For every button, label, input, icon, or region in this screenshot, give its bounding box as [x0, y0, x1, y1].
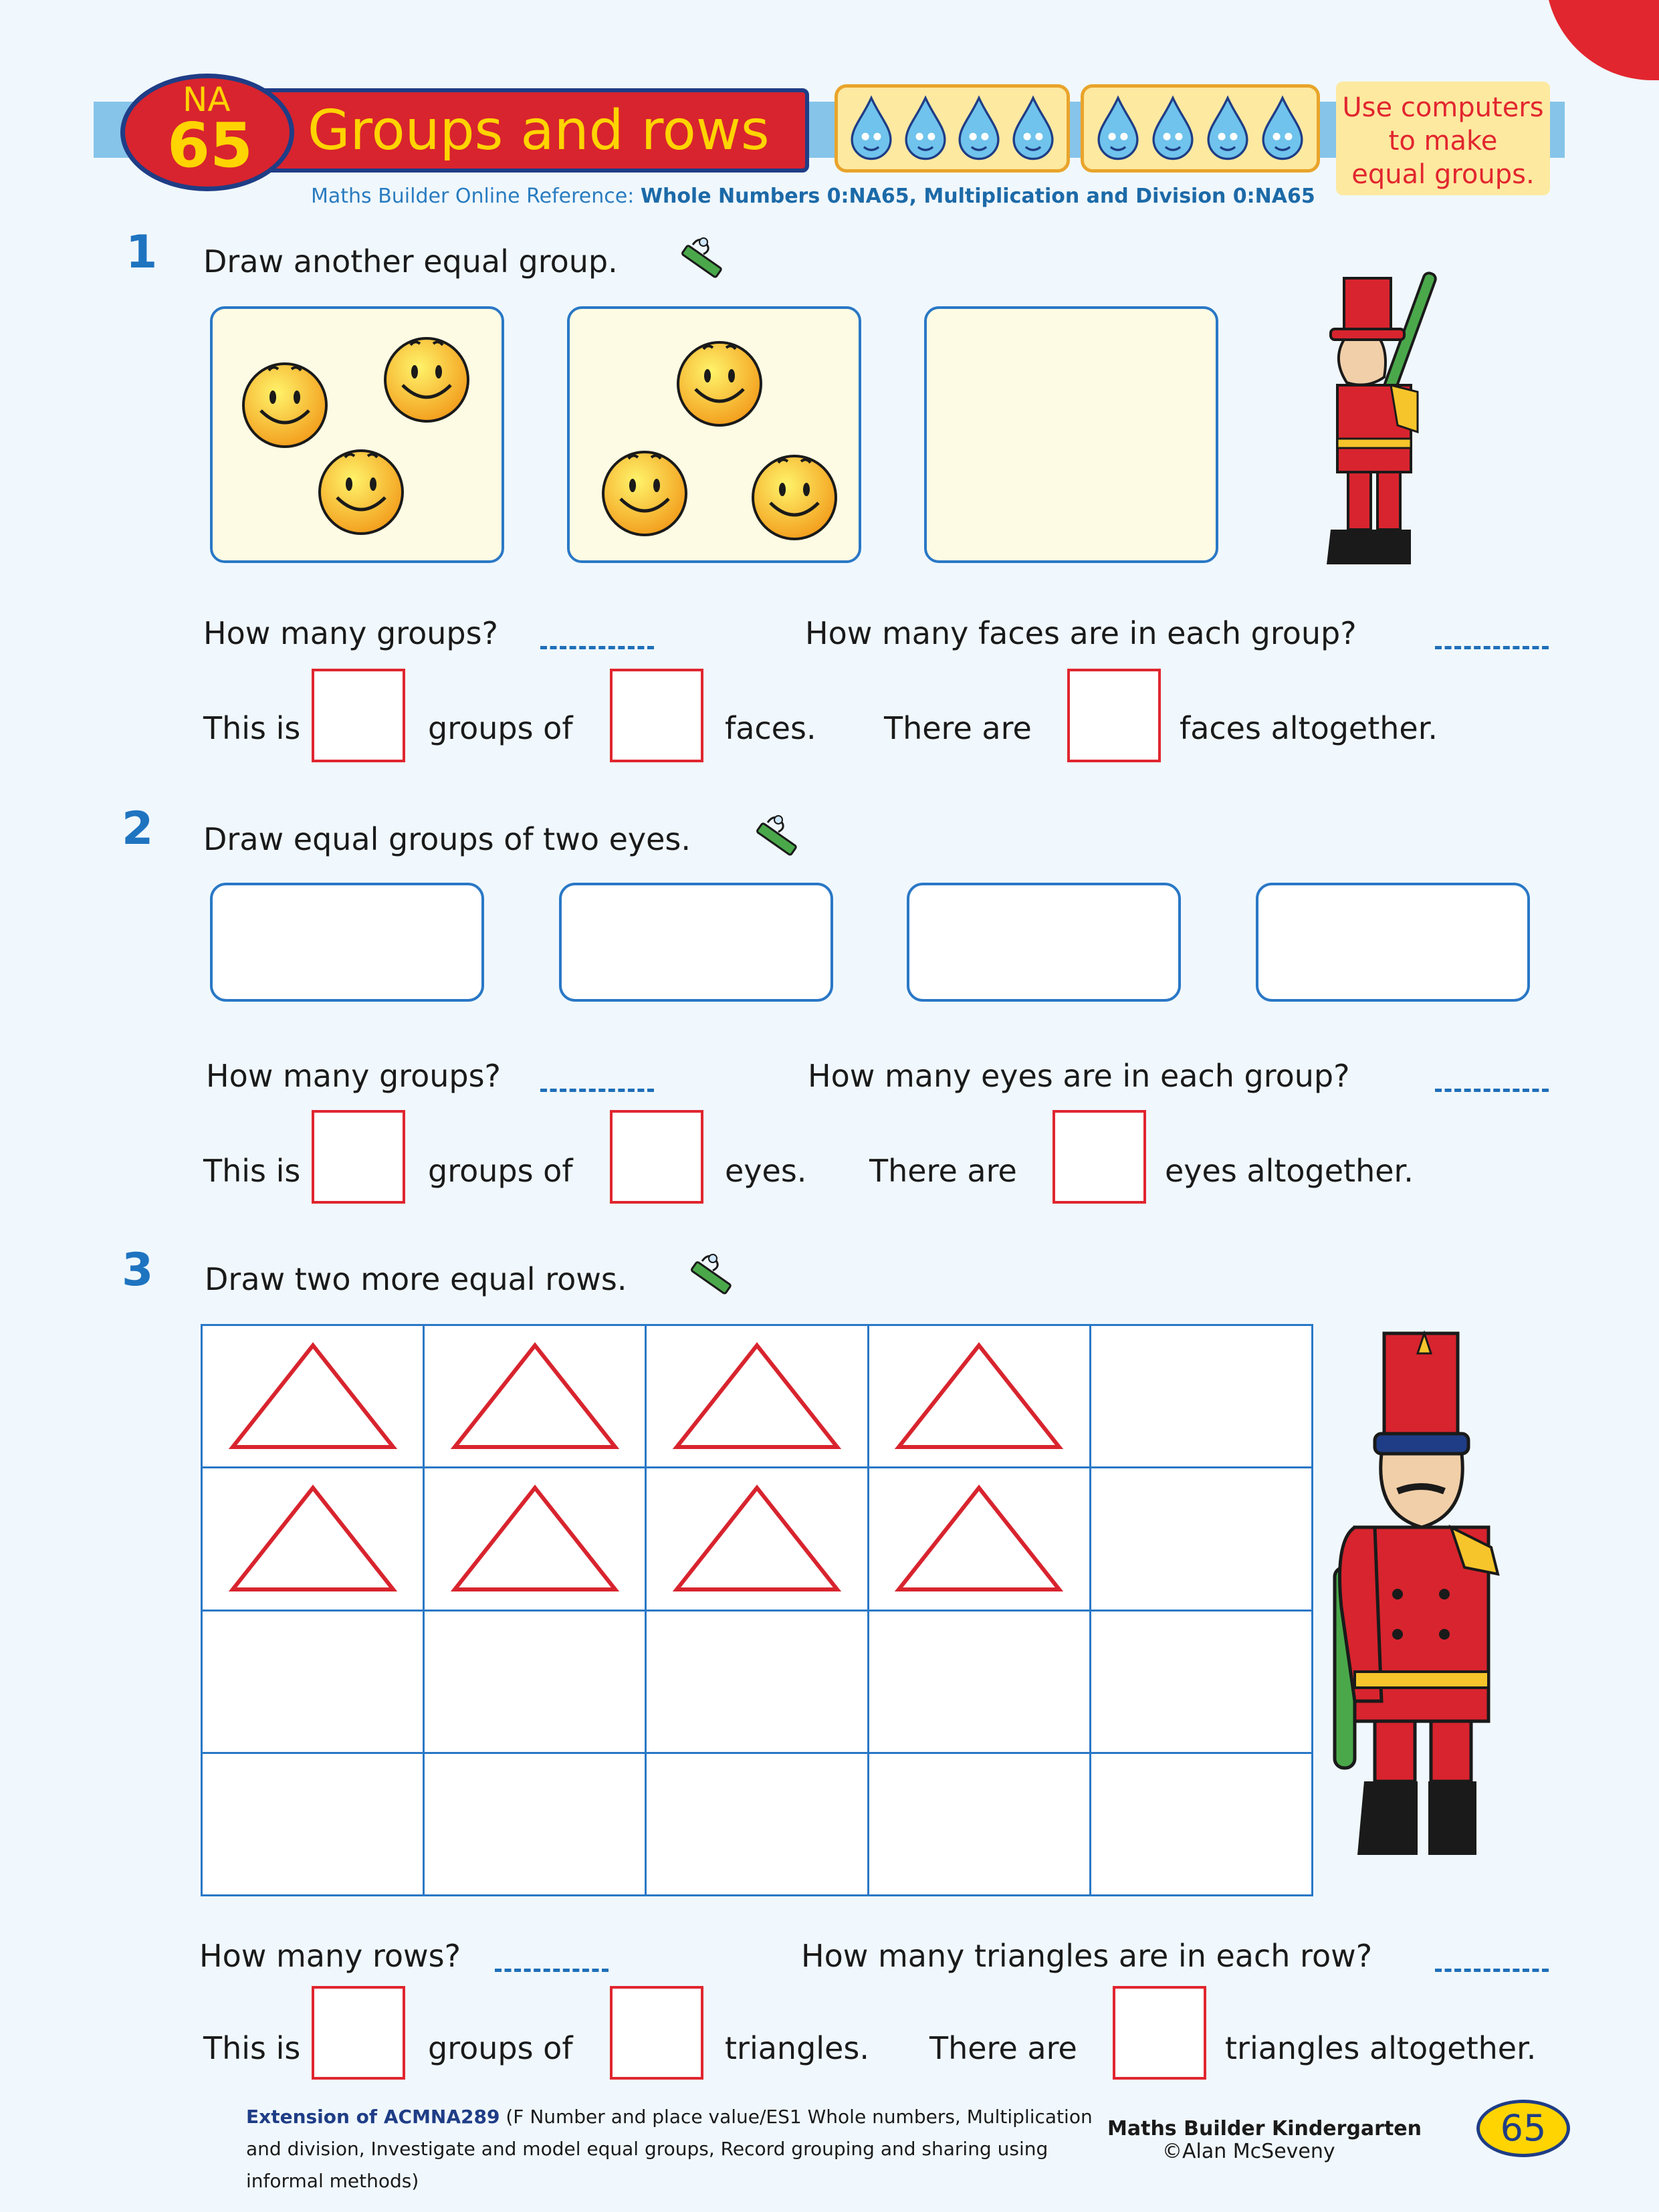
grid-cell [646, 1325, 868, 1468]
q2-size-box[interactable] [610, 1110, 703, 1204]
pencil-icon [673, 231, 733, 285]
q1-instruction: Draw another equal group. [203, 243, 618, 280]
corner-decoration [1545, 0, 1659, 80]
grid-cell [868, 1325, 1090, 1468]
grid-cell [202, 1468, 424, 1610]
eye-group-box-1[interactable] [210, 883, 484, 1002]
q1-groups-question: How many groups? [203, 615, 498, 651]
triangle-grid [201, 1324, 1313, 1896]
lesson-number: 65 [167, 110, 253, 181]
water-drop-icon [1260, 95, 1305, 162]
q2-instruction: Draw equal groups of two eyes. [203, 821, 691, 857]
smiley-face-icon [380, 330, 473, 424]
q1-size-box[interactable] [610, 669, 703, 762]
page-number: 65 [1476, 2100, 1570, 2157]
triangle-shape [226, 1478, 400, 1599]
grid-cell [868, 1468, 1090, 1610]
online-reference [311, 185, 1315, 208]
copyright: ©Alan McSeveny [1162, 2140, 1335, 2163]
q1-there-are: There are [884, 710, 1032, 746]
pencil-icon [682, 1248, 742, 1301]
eye-group-box-4[interactable] [1256, 883, 1530, 1002]
q3-size-box[interactable] [610, 1986, 703, 2080]
q3-this-is: This is [203, 2030, 301, 2066]
triangle-shape [892, 1478, 1066, 1599]
q3-per-row-answer-line[interactable] [1435, 1969, 1549, 1972]
question-number-3: 3 [122, 1244, 154, 1297]
triangle-shape [670, 1478, 844, 1599]
smiley-face-icon [314, 443, 408, 536]
triangle-shape [448, 1336, 622, 1456]
reference-links: Whole Numbers 0:NA65, Multiplication and Division 0:NA65 [640, 185, 1315, 208]
q1-groups-of: groups of [428, 710, 573, 746]
q3-item: triangles. [725, 2030, 869, 2066]
q2-there-are: There are [869, 1153, 1017, 1189]
q3-per-row-question: How many triangles are in each row? [801, 1938, 1373, 1974]
grid-cell-empty[interactable] [1090, 1468, 1312, 1610]
q3-groups-of: groups of [428, 2030, 573, 2066]
pencil-icon [748, 809, 808, 863]
eye-group-box-3[interactable] [907, 883, 1181, 1002]
q3-groups-box[interactable] [312, 1986, 405, 2080]
grid-cell [424, 1468, 646, 1610]
q2-altogether: eyes altogether. [1165, 1153, 1414, 1189]
grid-cell [646, 1468, 868, 1610]
triangle-shape [226, 1336, 400, 1456]
grid-row [202, 1325, 1313, 1468]
grid-cell-empty[interactable] [868, 1610, 1090, 1753]
q1-altogether: faces altogether. [1180, 710, 1438, 746]
toy-soldier-illustration [1317, 1327, 1538, 1875]
water-drop-icon [1010, 95, 1056, 162]
grid-cell-empty[interactable] [868, 1753, 1090, 1895]
triangle-shape [670, 1336, 844, 1456]
page-title: Groups and rows [308, 99, 770, 162]
q2-per-group-question: How many eyes are in each group? [808, 1058, 1350, 1094]
q3-there-are: There are [929, 2030, 1077, 2066]
q2-total-box[interactable] [1053, 1110, 1146, 1204]
smiley-face-icon [598, 444, 691, 538]
triangle-shape [892, 1336, 1066, 1456]
q2-groups-box[interactable] [312, 1110, 405, 1204]
q3-rows-answer-line[interactable] [495, 1969, 609, 1972]
triangle-shape [448, 1478, 622, 1599]
reference-prefix: Maths Builder Online Reference: [311, 185, 641, 208]
drop-rating-panel-1 [835, 84, 1070, 173]
q2-groups-answer-line[interactable] [540, 1089, 654, 1092]
q2-item: eyes. [725, 1153, 807, 1189]
water-drop-icon [1095, 95, 1141, 162]
water-drop-icon [1150, 95, 1196, 162]
grid-cell-empty[interactable] [202, 1753, 424, 1895]
grid-cell-empty[interactable] [646, 1610, 868, 1753]
q1-item: faces. [725, 710, 816, 746]
grid-row [202, 1753, 1313, 1895]
water-drop-icon [849, 95, 894, 162]
q3-total-box[interactable] [1113, 1986, 1206, 2080]
grid-cell-empty[interactable] [646, 1753, 868, 1895]
q1-per-group-answer-line[interactable] [1435, 646, 1549, 649]
water-drop-icon [1205, 95, 1250, 162]
q2-per-group-answer-line[interactable] [1435, 1089, 1549, 1092]
book-title: Maths Builder Kindergarten [1107, 2117, 1422, 2140]
lesson-strand: NA [183, 80, 231, 119]
curriculum-note [246, 2101, 1094, 2197]
smiley-face-icon [673, 334, 766, 428]
water-drop-icon [903, 95, 948, 162]
curriculum-description: (F Number and place value/ES1 Whole numbers, Multiplication and division, Investigate and model equal groups, Record grouping and sharing using informal methods) [246, 2106, 1093, 2192]
face-group-box-3-empty[interactable] [924, 306, 1218, 563]
q1-this-is: This is [203, 710, 301, 746]
q3-instruction: Draw two more equal rows. [205, 1261, 627, 1297]
curriculum-code: Extension of ACMNA289 [246, 2106, 500, 2128]
grid-row [202, 1610, 1313, 1753]
smiley-face-icon [238, 356, 332, 449]
eye-group-box-2[interactable] [559, 883, 833, 1002]
grid-cell-empty[interactable] [1090, 1753, 1312, 1895]
q2-this-is: This is [203, 1153, 301, 1189]
computer-tip-note: Use computers to make equal groups. [1336, 82, 1550, 195]
q1-per-group-question: How many faces are in each group? [805, 615, 1357, 651]
grid-cell-empty[interactable] [1090, 1610, 1312, 1753]
grid-cell-empty[interactable] [424, 1610, 646, 1753]
grid-cell [202, 1325, 424, 1468]
smiley-face-icon [748, 448, 841, 542]
drop-rating-panel-2 [1081, 84, 1320, 173]
q1-total-box[interactable] [1067, 669, 1161, 762]
q1-groups-answer-line[interactable] [540, 646, 654, 649]
grid-cell-empty[interactable] [1090, 1325, 1312, 1468]
q2-groups-question: How many groups? [206, 1058, 501, 1094]
grid-cell-empty[interactable] [424, 1753, 646, 1895]
question-number-2: 2 [122, 802, 154, 855]
toy-soldier-illustration [1291, 265, 1471, 572]
grid-row [202, 1468, 1313, 1610]
question-number-1: 1 [126, 226, 158, 279]
grid-cell-empty[interactable] [202, 1610, 424, 1753]
q1-groups-box[interactable] [312, 669, 405, 762]
q3-altogether: triangles altogether. [1225, 2030, 1537, 2066]
grid-cell [424, 1325, 646, 1468]
q3-rows-question: How many rows? [199, 1938, 461, 1974]
q2-groups-of: groups of [428, 1153, 573, 1189]
water-drop-icon [956, 95, 1002, 162]
